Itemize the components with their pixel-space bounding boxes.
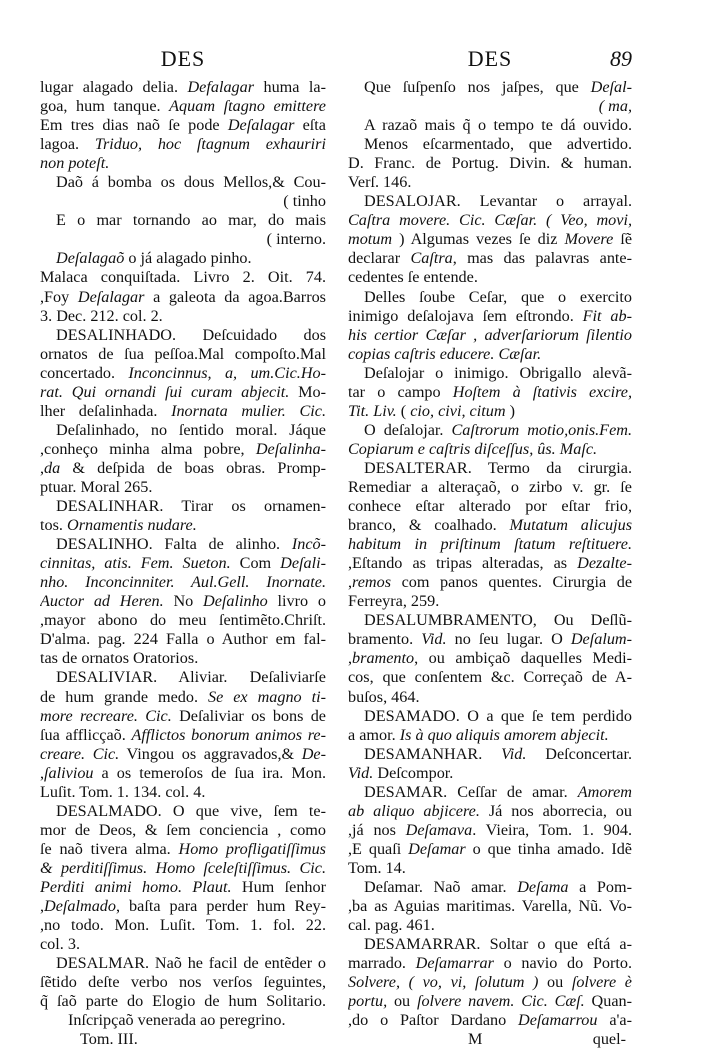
right-column-line: A razaõ mais q̃ o tempo te dá ouvido.	[364, 116, 632, 135]
right-column-line: copias caſtris educere. Cæſar.	[348, 344, 542, 363]
left-column-line: Deſalagaõ o já alagado pinho.	[56, 249, 252, 268]
right-column-line: DESAMAR. Ceſſar de amar. Amorem	[364, 782, 632, 801]
left-column-line: ptuar. Moral 265.	[40, 477, 153, 496]
left-column-line: D'alma. pag. 224 Falla o Author em fal-	[40, 630, 326, 649]
page-footer	[348, 1030, 632, 1049]
left-column-line: concertado. Inconcinnus, a, um.Cic.Ho-	[40, 363, 326, 382]
right-column-line: Deſamar. Naõ amar. Deſama a Pom-	[364, 877, 632, 896]
left-column-line: lher deſalinhada. Inornata mulier. Cic.	[40, 401, 326, 420]
right-column-line: DESALUMBRAMENTO, Ou Deſlũ-	[364, 611, 632, 630]
left-column-line: q̃ ſaõ parte do Elogio de hum Solitario.	[40, 992, 326, 1011]
running-head-title: DES	[160, 46, 206, 71]
right-column-line: bramento. Vid. no ſeu lugar. O Deſalum-	[348, 630, 632, 649]
left-column-line: cinnitas, atis. Fem. Sueton. Com Deſali-	[40, 554, 326, 573]
left-column-line: ( interno.	[266, 230, 326, 249]
left-column-line: ,da & deſpida de boas obras. Promp-	[40, 458, 326, 477]
right-column-line: Remediar a alteraçaõ, o zirbo v. gr. ſe	[348, 477, 632, 496]
left-column-line: ornatos de ſua peſſoa.Mal compoſto.Mal	[40, 344, 326, 363]
left-column-line: ,mayor abono do meu ſentimẽto.Chriſt.	[40, 611, 326, 630]
left-column-line: & perditiſſimus. Homo ſceleſtiſſimus. Cic.	[40, 858, 326, 877]
left-column-line: mor de Deos, & ſem conciencia , como	[40, 820, 326, 839]
left-column-line: col. 3.	[40, 935, 81, 954]
right-column-line: branco, & coalhado. Mutatum alicujus	[348, 516, 632, 535]
right-column-line: buſos, 464.	[348, 687, 420, 706]
right-column-line: inimigo deſalojava ſem eſtrondo. Fit ab-	[348, 306, 632, 325]
right-column-line: Tit. Liv. ( cio, civi, citum )	[348, 401, 515, 420]
left-column-line: DESALMADO. O que vive, ſem te-	[56, 801, 326, 820]
left-column-line: DESALMAR. Naõ he facil de entẽder o	[56, 954, 326, 973]
left-column-line: ,ſaliviou a os temeroſos de ſua ira. Mon.	[40, 763, 326, 782]
left-column-line: Em tres dias naõ ſe pode Deſalagar eſta	[40, 116, 326, 135]
right-column-line: Vid. Deſcompor.	[348, 763, 454, 782]
left-column-line: Deſalinhado, no ſentido moral. Jáque	[56, 420, 326, 439]
right-column-line: ,já nos Deſamava. Vieira, Tom. 1. 904.	[348, 820, 632, 839]
left-column-line: 3. Dec. 212. col. 2.	[40, 306, 163, 325]
right-column-line: D. Franc. de Portug. Divin. & human.	[348, 154, 632, 173]
signature-mark: M	[468, 1030, 483, 1049]
right-column-line: cedentes ſe entende.	[348, 268, 478, 287]
right-column-line: DESALOJAR. Levantar o arrayal.	[364, 192, 632, 211]
left-column-line: nho. Inconcinniter. Aul.Gell. Inornate.	[40, 573, 326, 592]
left-column-line: ,Foy Deſalagar a galeota da agoa.Barros	[40, 287, 326, 306]
left-column-line: ſe naõ tivera alma. Homo profligatiſſimus	[40, 839, 326, 858]
left-column-line: E o mar tornando ao mar, do mais	[56, 211, 326, 230]
right-column-line: Ferreyra, 259.	[348, 592, 440, 611]
left-column-line: Daõ á bomba os dous Mellos,& Cou-	[56, 173, 326, 192]
right-column-line: Caſtra movere. Cic. Cæſar. ( Veo, movi,	[348, 211, 632, 230]
left-column-line: Perditi animi homo. Plaut. Hum ſenhor	[40, 877, 326, 896]
left-column-line: DESALINHO. Falta de alinho. Incõ-	[56, 535, 326, 554]
right-column-line: DESAMANHAR. Vid. Deſconcertar.	[364, 744, 632, 763]
running-head-right	[348, 48, 632, 78]
right-column-line: ,E quaſi Deſamar o que tinha amado. Idẽ	[348, 839, 632, 858]
left-column-line: tos. Ornamentis nudare.	[40, 516, 197, 535]
right-column-line: Solvere, ( vo, vi, ſolutum ) ou ſolvere è	[348, 973, 632, 992]
left-column-line: lugar alagado delia. Defalagar huma la-	[40, 78, 326, 96]
right-column-line: ( ma,	[598, 97, 632, 116]
left-column-line: ( tinho	[283, 192, 326, 211]
right-column-line: ,do o Paſtor Dardano Deſamarrou a'a-	[348, 1011, 632, 1030]
right-column-line: ,ba as Aguias maritimas. Varella, Nũ. Vo-	[348, 897, 632, 916]
running-head-left	[40, 48, 326, 78]
right-column-line: habitum in priſtinum ſtatum reſtituere.	[348, 535, 632, 554]
left-column-line: DESALIVIAR. Aliviar. Deſaliviarſe	[56, 668, 326, 687]
left-column-line: more recreare. Cic. Deſaliviar os bons de	[40, 706, 326, 725]
right-column-line: marrado. Deſamarrar o navio do Porto.	[348, 954, 632, 973]
left-column-line: Luſit. Tom. 1. 134. col. 4.	[40, 782, 206, 801]
left-column-line: Inſcripçaõ venerada ao peregrino.	[68, 1011, 286, 1030]
right-column-text	[348, 78, 632, 1030]
right-column-line: cal. pag. 461.	[348, 916, 435, 935]
right-column-line: declarar Caſtra, mas das palavras ante-	[348, 249, 632, 268]
left-column-line: lagoa. Triduo, hoc ſtagnum exhauriri	[40, 135, 326, 154]
right-column-line: portu, ou ſolvere navem. Cic. Cæſ. Quan-	[348, 992, 632, 1011]
right-column-line: tar o campo Hoſtem à ſtativis excire,	[348, 382, 632, 401]
left-column-line: Auctor ad Heren. No Deſalinho livro o	[40, 592, 326, 611]
left-column-line: DESALINHAR. Tirar os ornamen-	[56, 497, 326, 516]
catchword: quel-	[592, 1030, 626, 1049]
right-column-line: ,Eſtando as tripas alteradas, as Dezalte-	[348, 554, 632, 573]
left-column-line: ,conheço minha alma pobre, Deſalinha-	[40, 439, 326, 458]
left-column-line: de hum grande medo. Se ex magno ti-	[40, 687, 326, 706]
left-column-line: non poteſt.	[40, 154, 110, 173]
right-column-line: Menos eſcarmentado, que advertido.	[364, 135, 632, 154]
right-column-line: DESAMARRAR. Soltar o que eſtá a-	[364, 935, 632, 954]
left-column-line: goa, hum tanque. Aquam ſtagno emittere	[40, 97, 326, 116]
right-column-line: Verſ. 146.	[348, 173, 412, 192]
right-column-line: Tom. 14.	[348, 858, 406, 877]
right-column-line: O deſalojar. Caſtrorum motio,onis.Fem.	[364, 420, 632, 439]
right-column-line: DESALTERAR. Termo da cirurgia.	[364, 458, 632, 477]
left-column-line: ,no todo. Mon. Luſit. Tom. 1. fol. 22.	[40, 916, 326, 935]
left-column-text	[40, 78, 326, 1030]
right-column-line: cos, que conſentem &c. Correçaõ de A-	[348, 668, 632, 687]
left-column-line: creare. Cic. Vingou os aggravados,& De-	[40, 744, 326, 763]
right-column-line: Que ſuſpenſo nos jaſpes, que Deſal-	[364, 78, 632, 96]
right-column-line: ,bramento, ou ambiçaõ daquelles Medi-	[348, 649, 632, 668]
right-column-line: Delles ſoube Ceſar, que o exercito	[364, 287, 632, 306]
left-column-line: tas de ornatos Oratorios.	[40, 649, 199, 668]
right-column-line: his certior Cæſar , adverſariorum ſilentio	[348, 325, 632, 344]
right-column-line: conhece eſtar alterado por eſtar frio,	[348, 497, 632, 516]
left-column-line: Malaca conquiſtada. Livro 2. Oit. 74.	[40, 268, 326, 287]
left-column-line: ,Deſalmado, baſta para perder hum Rey-	[40, 897, 326, 916]
right-column-line: a amor. Is à quo aliquis amorem abjecit.	[348, 725, 609, 744]
volume-label: Tom. III.	[80, 1030, 138, 1049]
running-head-title: DES	[467, 46, 513, 71]
page-number: 89	[610, 46, 632, 71]
right-column-line: motum ) Algumas vezes ſe diz Movere ſẽ	[348, 230, 632, 249]
left-column-line: rat. Qui ornandi ſui curam abjecit. Mo-	[40, 382, 326, 401]
left-column-line: ſua afflicçaõ. Afflictos bonorum animos re-	[40, 725, 326, 744]
right-column	[348, 48, 632, 1049]
left-column-line: ſẽtido deſte verbo nos verſos ſeguintes,	[40, 973, 326, 992]
right-column-line: Deſalojar o inimigo. Obrigallo alevã-	[364, 363, 632, 382]
right-column-line: DESAMADO. O a que ſe tem perdido	[364, 706, 632, 725]
right-column-line: ,remos com panos quentes. Cirurgia de	[348, 573, 632, 592]
right-column-line: Copiarum e caſtris diſceſſus, ûs. Maſc.	[348, 439, 598, 458]
left-column	[40, 48, 326, 1049]
right-column-line: ab aliquo abjicere. Já nos aborrecia, ou	[348, 801, 632, 820]
left-column-line: DESALINHADO. Deſcuidado dos	[56, 325, 326, 344]
